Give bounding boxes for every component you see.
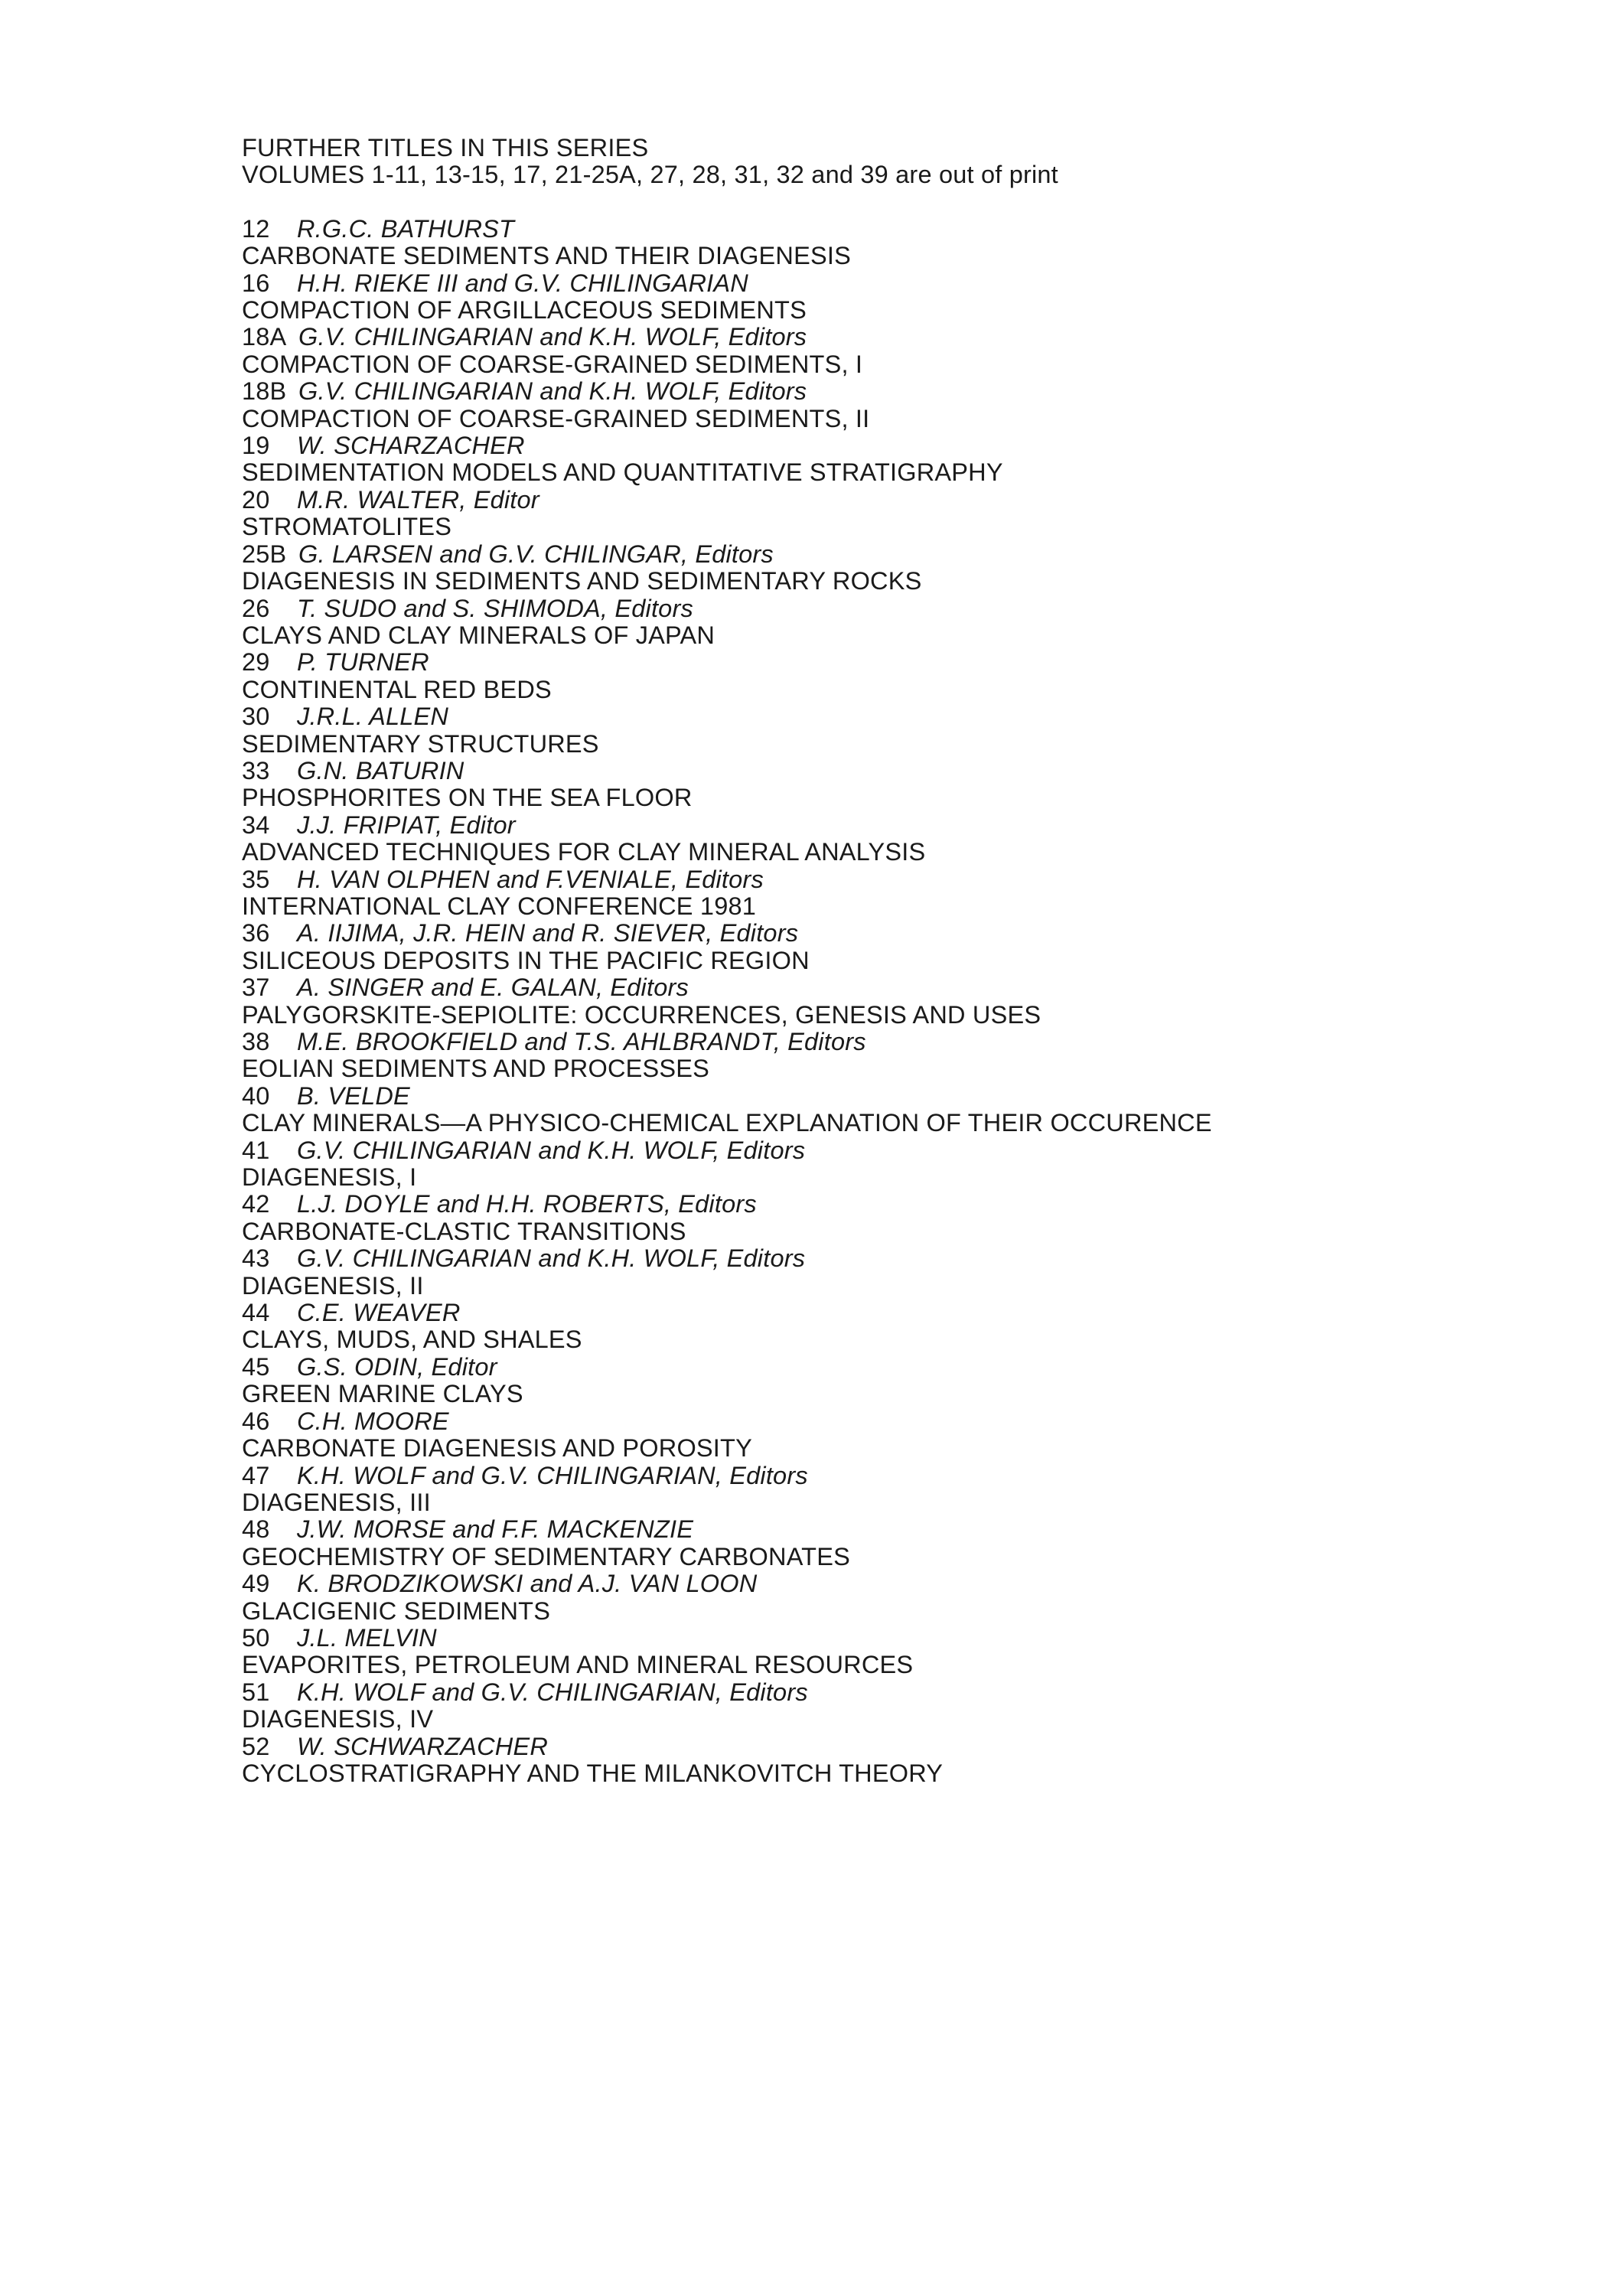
volume-authors: P. TURNER [297, 648, 429, 677]
volume-title: DIAGENESIS IN SEDIMENTS AND SEDIMENTARY ROCKS [242, 567, 922, 595]
volume-title: CARBONATE SEDIMENTS AND THEIR DIAGENESIS [242, 242, 851, 270]
volume-title: COMPACTION OF COARSE-GRAINED SEDIMENTS, II [242, 404, 870, 432]
volume-entry [242, 1083, 1558, 1137]
volume-meta-line [242, 758, 1558, 784]
volume-meta-line [242, 920, 1558, 947]
volume-meta-line [242, 432, 1558, 459]
volume-entry [242, 920, 1558, 974]
volume-title: DIAGENESIS, III [242, 1488, 431, 1516]
volume-entry [242, 812, 1558, 866]
volume-authors: W. SCHWARZACHER [297, 1732, 548, 1760]
volume-title: COMPACTION OF COARSE-GRAINED SEDIMENTS, I [242, 350, 863, 378]
volume-entry [242, 758, 1558, 812]
volume-entry [242, 1137, 1558, 1192]
volume-title: CONTINENTAL RED BEDS [242, 675, 552, 703]
series-page [242, 135, 1558, 1787]
volume-meta-line [242, 1733, 1558, 1760]
volume-number: 48 [242, 1515, 270, 1544]
volume-number: 25B [242, 540, 287, 568]
volume-authors: C.E. WEAVER [297, 1299, 461, 1327]
volume-entry [242, 1300, 1558, 1354]
volume-number: 49 [242, 1570, 270, 1598]
volume-number: 47 [242, 1461, 270, 1489]
volume-entry [242, 324, 1558, 378]
volume-title: CLAYS, MUDS, AND SHALES [242, 1326, 582, 1354]
volume-meta-line [242, 1408, 1558, 1435]
volume-authors: C.H. MOORE [297, 1407, 449, 1435]
volume-meta-line [242, 487, 1558, 514]
volume-authors: G.S. ODIN, Editor [297, 1352, 497, 1381]
out-of-print-note: VOLUMES 1-11, 13-15, 17, 21-25A, 27, 28, 31, 32 and 39 are out of print [242, 161, 1058, 189]
volume-number: 40 [242, 1081, 270, 1110]
volume-entry [242, 541, 1558, 595]
volume-title: CARBONATE-CLASTIC TRANSITIONS [242, 1217, 686, 1245]
volume-entry [242, 703, 1558, 758]
volume-entry [242, 216, 1558, 270]
volume-authors: L.J. DOYLE and H.H. ROBERTS, Editors [297, 1190, 757, 1218]
volume-entry [242, 432, 1558, 487]
volume-authors: K.H. WOLF and G.V. CHILINGARIAN, Editors [297, 1461, 808, 1489]
volume-meta-line [242, 649, 1558, 676]
volume-entry [242, 1679, 1558, 1733]
volume-meta-line [242, 974, 1558, 1001]
volume-meta-line [242, 1191, 1558, 1218]
volume-meta-line [242, 324, 1558, 351]
series-heading: FURTHER TITLES IN THIS SERIES [242, 134, 649, 161]
volume-number: 33 [242, 756, 270, 784]
volume-authors: M.R. WALTER, Editor [297, 485, 539, 514]
volume-entry [242, 270, 1558, 325]
volume-title: DIAGENESIS, I [242, 1163, 417, 1192]
volume-authors: H. VAN OLPHEN and F.VENIALE, Editors [297, 865, 764, 893]
volume-entry [242, 487, 1558, 541]
volume-title: CARBONATE DIAGENESIS AND POROSITY [242, 1434, 752, 1463]
volume-number: 50 [242, 1623, 270, 1652]
volume-number: 26 [242, 594, 270, 622]
volume-meta-line [242, 541, 1558, 568]
volume-authors: K. BRODZIKOWSKI and A.J. VAN LOON [297, 1570, 758, 1598]
volume-number: 51 [242, 1678, 270, 1706]
volume-entry [242, 1191, 1558, 1245]
volume-meta-line [242, 703, 1558, 730]
volume-number: 41 [242, 1136, 270, 1164]
volume-meta-line [242, 595, 1558, 622]
volume-title: EOLIAN SEDIMENTS AND PROCESSES [242, 1055, 710, 1083]
volume-entry [242, 974, 1558, 1029]
volume-meta-line [242, 812, 1558, 839]
volume-number: 29 [242, 648, 270, 677]
volume-authors: J.J. FRIPIAT, Editor [297, 810, 516, 839]
volume-title: GEOCHEMISTRY OF SEDIMENTARY CARBONATES [242, 1542, 850, 1570]
volume-number: 36 [242, 919, 270, 947]
volume-title: GREEN MARINE CLAYS [242, 1380, 523, 1408]
volume-number: 20 [242, 485, 270, 514]
volume-authors: J.W. MORSE and F.F. MACKENZIE [297, 1515, 694, 1544]
volume-authors: G.V. CHILINGARIAN and K.H. WOLF, Editors [297, 1244, 806, 1273]
volume-number: 46 [242, 1407, 270, 1435]
volume-list [242, 216, 1558, 1788]
volume-number: 45 [242, 1352, 270, 1381]
volume-authors: H.H. RIEKE III and G.V. CHILINGARIAN [297, 269, 748, 297]
volume-meta-line [242, 1300, 1558, 1326]
volume-title: GLACIGENIC SEDIMENTS [242, 1596, 551, 1625]
volume-authors: J.R.L. ALLEN [297, 703, 449, 731]
volume-meta-line [242, 1354, 1558, 1381]
volume-number: 18A [242, 323, 287, 351]
volume-meta-line [242, 1463, 1558, 1489]
volume-meta-line [242, 270, 1558, 297]
volume-title: CLAY MINERALS—A PHYSICO-CHEMICAL EXPLANATION OF THEIR OCCURENCE [242, 1109, 1212, 1137]
volume-authors: R.G.C. BATHURST [297, 214, 515, 243]
volume-number: 43 [242, 1244, 270, 1273]
volume-number: 35 [242, 865, 270, 893]
volume-title: EVAPORITES, PETROLEUM AND MINERAL RESOURCES [242, 1651, 914, 1679]
volume-title: INTERNATIONAL CLAY CONFERENCE 1981 [242, 892, 757, 920]
volume-meta-line [242, 378, 1558, 405]
volume-number: 30 [242, 703, 270, 731]
volume-entry [242, 595, 1558, 650]
volume-authors: T. SUDO and S. SHIMODA, Editors [297, 594, 693, 622]
volume-number: 44 [242, 1299, 270, 1327]
volume-title: PHOSPHORITES ON THE SEA FLOOR [242, 784, 693, 812]
volume-title: PALYGORSKITE-SEPIOLITE: OCCURRENCES, GENESIS AND USES [242, 1000, 1041, 1029]
volume-authors: A. IIJIMA, J.R. HEIN and R. SIEVER, Editors [297, 919, 799, 947]
volume-authors: G.V. CHILINGARIAN and K.H. WOLF, Editors [298, 377, 807, 406]
volume-entry [242, 1570, 1558, 1625]
volume-entry [242, 1516, 1558, 1570]
volume-meta-line [242, 1679, 1558, 1706]
volume-entry [242, 866, 1558, 921]
volume-authors: A. SINGER and E. GALAN, Editors [297, 974, 689, 1002]
volume-entry [242, 1625, 1558, 1679]
volume-authors: W. SCHARZACHER [297, 432, 525, 460]
volume-authors: M.E. BROOKFIELD and T.S. AHLBRANDT, Editors [297, 1028, 866, 1055]
volume-number: 52 [242, 1732, 270, 1760]
volume-title: CYCLOSTRATIGRAPHY AND THE MILANKOVITCH THEORY [242, 1759, 944, 1787]
volume-title: SILICEOUS DEPOSITS IN THE PACIFIC REGION [242, 946, 810, 974]
volume-title: DIAGENESIS, IV [242, 1705, 434, 1733]
volume-title: COMPACTION OF ARGILLACEOUS SEDIMENTS [242, 296, 807, 325]
volume-meta-line [242, 866, 1558, 893]
volume-authors: K.H. WOLF and G.V. CHILINGARIAN, Editors [297, 1678, 808, 1706]
volume-title: DIAGENESIS, II [242, 1271, 424, 1300]
volume-authors: G.V. CHILINGARIAN and K.H. WOLF, Editors [298, 323, 807, 351]
volume-meta-line [242, 1570, 1558, 1597]
volume-entry [242, 1408, 1558, 1463]
volume-authors: G. LARSEN and G.V. CHILINGAR, Editors [298, 540, 774, 568]
volume-entry [242, 1354, 1558, 1408]
volume-meta-line [242, 1137, 1558, 1164]
volume-entry [242, 1245, 1558, 1300]
volume-title: ADVANCED TECHNIQUES FOR CLAY MINERAL ANALYSIS [242, 838, 926, 866]
volume-entry [242, 1029, 1558, 1083]
volume-number: 18B [242, 377, 287, 406]
volume-title: SEDIMENTARY STRUCTURES [242, 729, 599, 758]
volume-title: SEDIMENTATION MODELS AND QUANTITATIVE STRATIGRAPHY [242, 458, 1003, 487]
volume-entry [242, 1463, 1558, 1517]
volume-number: 42 [242, 1190, 270, 1218]
volume-entry [242, 649, 1558, 703]
volume-number: 19 [242, 432, 270, 460]
volume-meta-line [242, 1083, 1558, 1110]
volume-meta-line [242, 216, 1558, 243]
volume-meta-line [242, 1245, 1558, 1272]
volume-meta-line [242, 1029, 1558, 1055]
volume-number: 34 [242, 810, 270, 839]
volume-title: CLAYS AND CLAY MINERALS OF JAPAN [242, 621, 715, 649]
volume-authors: B. VELDE [297, 1081, 410, 1110]
volume-number: 38 [242, 1028, 270, 1055]
volume-authors: G.N. BATURIN [297, 756, 464, 784]
volume-entry [242, 1733, 1558, 1788]
volume-entry [242, 378, 1558, 432]
volume-title: STROMATOLITES [242, 513, 452, 541]
volume-authors: J.L. MELVIN [297, 1623, 437, 1652]
volume-meta-line [242, 1625, 1558, 1652]
volume-number: 37 [242, 974, 270, 1002]
volume-number: 16 [242, 269, 270, 297]
volume-authors: G.V. CHILINGARIAN and K.H. WOLF, Editors [297, 1136, 806, 1164]
volume-meta-line [242, 1516, 1558, 1543]
volume-number: 12 [242, 214, 270, 243]
